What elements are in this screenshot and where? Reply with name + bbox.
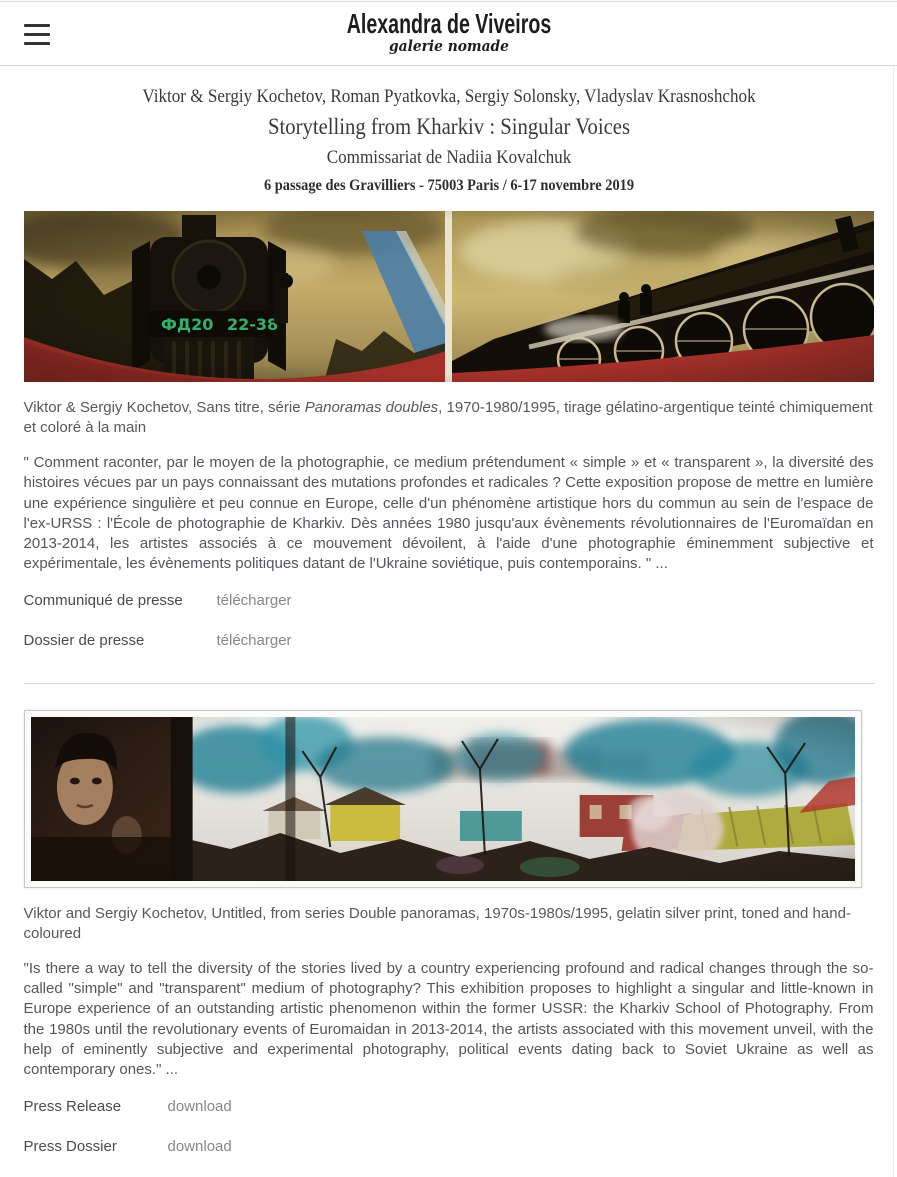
caption1-suffix: , 1970-1980/1995, tirage gélatino-argentique teinté chimiquement et coloré à la main bbox=[23, 399, 873, 436]
press-dossier-label-en: Press Dossier bbox=[23, 1137, 117, 1155]
press-release-download-link-fr[interactable]: télécharger bbox=[216, 591, 292, 609]
exhibition-title: Storytelling from Kharkiv : Singular Voices bbox=[267, 114, 630, 139]
press-dossier-row-en bbox=[24, 1139, 874, 1155]
press-text-english: "Is there a way to tell the diversity of the stories lived by a country experiencing profound and radical changes through the so-called "simple" and "transparent" medium of photography? This exhibition proposes to highlight a singular and little-known in Europe experience of an outstanding artistic phenomenon within the former USSR: the Kharkiv School of Photography. From the 1980s until the revolutionary events of Euromaidan in 2013-2014, the artists associated with this movement unveil, with the help of eminently subjective and experimental photography, political events dating back to Soviet Ukraine as well as contemporary ones." ... bbox=[23, 959, 874, 1079]
press-release-download-link-en[interactable]: download bbox=[167, 1097, 232, 1115]
trains-panorama-svg bbox=[24, 211, 874, 382]
press-dossier-label-fr: Dossier de presse bbox=[23, 631, 145, 649]
press-dossier-row-fr bbox=[24, 633, 874, 649]
press-release-label-en: Press Release bbox=[23, 1097, 122, 1115]
hamburger-icon bbox=[24, 24, 50, 45]
press-dossier-download-link-en[interactable]: download bbox=[167, 1137, 232, 1155]
caption1-series-title: Panoramas doubles bbox=[304, 399, 439, 416]
village-panorama-svg bbox=[31, 717, 855, 881]
exhibition-curator: Commissariat de Nadiia Kovalchuk bbox=[326, 147, 571, 168]
exhibition-page bbox=[24, 84, 874, 1175]
press-release-row-fr bbox=[24, 593, 874, 609]
artwork2-caption: Viktor and Sergiy Kochetov, Untitled, from series Double panoramas, 1970s-1980s/1995, gelatin silver print, toned and hand-coloured bbox=[23, 904, 851, 942]
press-release-row-en bbox=[24, 1099, 874, 1115]
artwork-village-panorama-framed bbox=[24, 710, 862, 888]
artwork1-caption bbox=[24, 398, 874, 438]
exhibition-venue-dates: 6 passage des Gravilliers - 75003 Paris / 6-17 novembre 2019 bbox=[263, 177, 634, 194]
scrollbar-track[interactable] bbox=[893, 0, 894, 1177]
section-divider bbox=[24, 683, 874, 684]
site-logo[interactable] bbox=[302, 9, 594, 55]
artwork-trains-panorama-image bbox=[24, 211, 874, 382]
press-release-label-fr: Communiqué de presse bbox=[23, 591, 183, 609]
press-dossier-download-link-fr[interactable]: télécharger bbox=[216, 631, 292, 649]
exhibition-artists: Viktor & Sergiy Kochetov, Roman Pyatkovka, Sergiy Solonsky, Vladyslav Krasnoshchok bbox=[141, 86, 756, 107]
exhibition-heading bbox=[24, 84, 874, 199]
logo-title: Alexandra de Viveiros bbox=[346, 8, 551, 39]
site-header bbox=[0, 2, 897, 66]
press-text-french: " Comment raconter, par le moyen de la photographie, ce medium prétendument « simple » et « transparent », la diversité des histoires vécues par un pays connaissant des mutations profondes et radicales ? Cette exposition propose de mettre en lumière une expérience singulière et peu connue en Europe, celle d'un phénomène artistique hors du commun au sein de l'espace de l'ex-URSS : l'École de photographie de Kharkiv. Dès années 1980 jusqu'aux évènements révolutionnaires de l'Euromaïdan en 2013-2014, les artistes associés à ce mouvement dévoilent, à l'aide d'une photographie éminemment subjective et expérimentale, les évènements politiques datant de l'Ukraine soviétique, puis contemporains. " ... bbox=[23, 454, 874, 573]
menu-button[interactable] bbox=[24, 24, 50, 45]
caption1-prefix: Viktor & Sergiy Kochetov, Sans titre, série bbox=[23, 399, 305, 416]
logo-tagline: galerie nomade bbox=[388, 37, 509, 56]
